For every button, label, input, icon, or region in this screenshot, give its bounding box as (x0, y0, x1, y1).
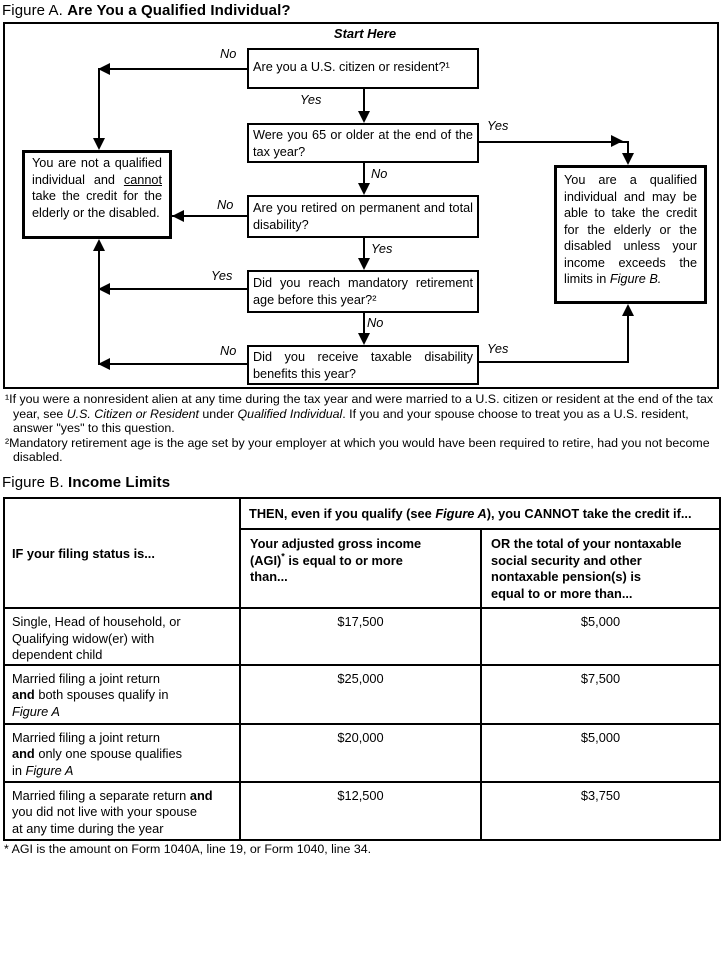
question-box-disability: Are you retired on permanent and total disability? (247, 195, 479, 238)
figure-b-title-text: Income Limits (68, 474, 171, 491)
table-row (4, 782, 720, 840)
flow-line-q1-no (98, 68, 247, 70)
income-limits-table (3, 497, 721, 841)
arrowhead-into-qualified-top-icon (622, 153, 634, 165)
filing-status-cell: Married filing a joint return and both spouses qualify in Figure A (4, 665, 240, 724)
decision-label-q4-yes: Yes (211, 268, 233, 283)
header-then-condition: THEN, even if you qualify (see Figure A), you CANNOT take the credit if... (240, 498, 720, 529)
figure-a-title-prefix: Figure A. (2, 2, 63, 19)
table-row (4, 608, 720, 665)
agi-limit-cell: $17,500 (240, 608, 481, 665)
flow-line-right-top (627, 141, 629, 153)
figure-a-flowchart (3, 22, 719, 389)
agi-limit-cell: $25,000 (240, 665, 481, 724)
figure-b-title-prefix: Figure B. (2, 474, 64, 491)
footnote-1: ¹If you were a nonresident alien at any time during the tax year and were married to a U.S. citizen or resident at the end of the tax year, see U.S. Citizen or Resident under Qualified Individual. If you and your spouse choose to treat you as a U.S. resident, answer "yes" to this question. (5, 392, 714, 435)
header-filing-status: IF your filing status is... (4, 498, 240, 608)
pension-limit-cell: $5,000 (481, 724, 720, 782)
figure-a-title-text: Are You a Qualified Individual? (67, 2, 291, 19)
figure-a-title (2, 2, 291, 19)
flow-line-q1-yes (363, 89, 365, 111)
decision-label-q2-no: No (371, 166, 388, 181)
decision-label-q1-yes: Yes (300, 92, 322, 107)
arrowhead-into-q3-icon (358, 183, 370, 195)
question-box-age65: Were you 65 or older at the end of the tax year? (247, 123, 479, 163)
flow-line-q3-yes (363, 236, 365, 258)
arrowhead-q4-yes-icon (98, 283, 110, 295)
arrowhead-q1-no-icon (98, 63, 110, 75)
figure-a-footnotes (5, 392, 716, 465)
arrowhead-q3-no-icon (172, 210, 184, 222)
question-box-citizen: Are you a U.S. citizen or resident?¹ (247, 48, 479, 89)
header-pension-limit: OR the total of your nontaxable social security and other nontaxable pension(s) is equal to or more than... (481, 529, 720, 608)
arrowhead-into-q5-icon (358, 333, 370, 345)
arrowhead-into-notqualified-bottom-icon (93, 239, 105, 251)
result-box-qualified: You are a qualified individual and may be able to take the credit for the elderly or the disabled unless your income exceeds the limits in Figure B. (554, 165, 707, 304)
table-row (4, 665, 720, 724)
agi-footnote: * AGI is the amount on Form 1040A, line 19, or Form 1040, line 34. (4, 842, 372, 856)
flow-line-q4-yes (98, 288, 247, 290)
flow-line-q5-yes (479, 361, 629, 363)
pension-limit-cell: $7,500 (481, 665, 720, 724)
table-row (4, 724, 720, 782)
arrowhead-q5-no-icon (98, 358, 110, 370)
question-box-retirement-age: Did you reach mandatory retirement age before this year?² (247, 270, 479, 313)
header-agi-limit: Your adjusted gross income (AGI)* is equal to or more than... (240, 529, 481, 608)
flow-line-q4-no (363, 311, 365, 333)
filing-status-cell: Single, Head of household, or Qualifying widow(er) with dependent child (4, 608, 240, 665)
arrowhead-into-q4-icon (358, 258, 370, 270)
decision-label-q5-no: No (220, 343, 237, 358)
pension-limit-cell: $3,750 (481, 782, 720, 840)
flow-line-left-bottom (98, 251, 100, 365)
question-box-taxable-benefits: Did you receive taxable disability benefits this year? (247, 345, 479, 385)
decision-label-q3-yes: Yes (371, 241, 393, 256)
footnote-2: ²Mandatory retirement age is the age set by your employer at which you would have been required to retire, had you not become disabled. (5, 435, 710, 464)
pension-limit-cell: $5,000 (481, 608, 720, 665)
decision-label-q4-no: No (367, 315, 384, 330)
decision-label-q5-yes: Yes (487, 341, 509, 356)
filing-status-cell: Married filing a separate return and you did not live with your spouse at any time during the year (4, 782, 240, 840)
flow-line-q5-no (98, 363, 247, 365)
decision-label-q2-yes: Yes (487, 118, 509, 133)
arrowhead-into-q2-icon (358, 111, 370, 123)
flow-line-right-bottom (627, 316, 629, 363)
agi-limit-cell: $20,000 (240, 724, 481, 782)
arrowhead-q2-yes-icon (611, 135, 623, 147)
arrowhead-into-qualified-bottom-icon (622, 304, 634, 316)
decision-label-q3-no: No (217, 197, 234, 212)
result-box-not-qualified: You are not a qualified individual and cannot take the credit for the elderly or the disabled. (22, 150, 172, 239)
filing-status-cell: Married filing a joint return and only one spouse qualifies in Figure A (4, 724, 240, 782)
decision-label-q1-no: No (220, 46, 237, 61)
arrowhead-into-notqualified-top-icon (93, 138, 105, 150)
flow-line-q2-yes (479, 141, 629, 143)
start-here-label: Start Here (333, 26, 397, 41)
flow-line-left-top (98, 68, 100, 138)
flow-line-q2-no (363, 161, 365, 183)
figure-b-title (2, 474, 170, 491)
agi-limit-cell: $12,500 (240, 782, 481, 840)
